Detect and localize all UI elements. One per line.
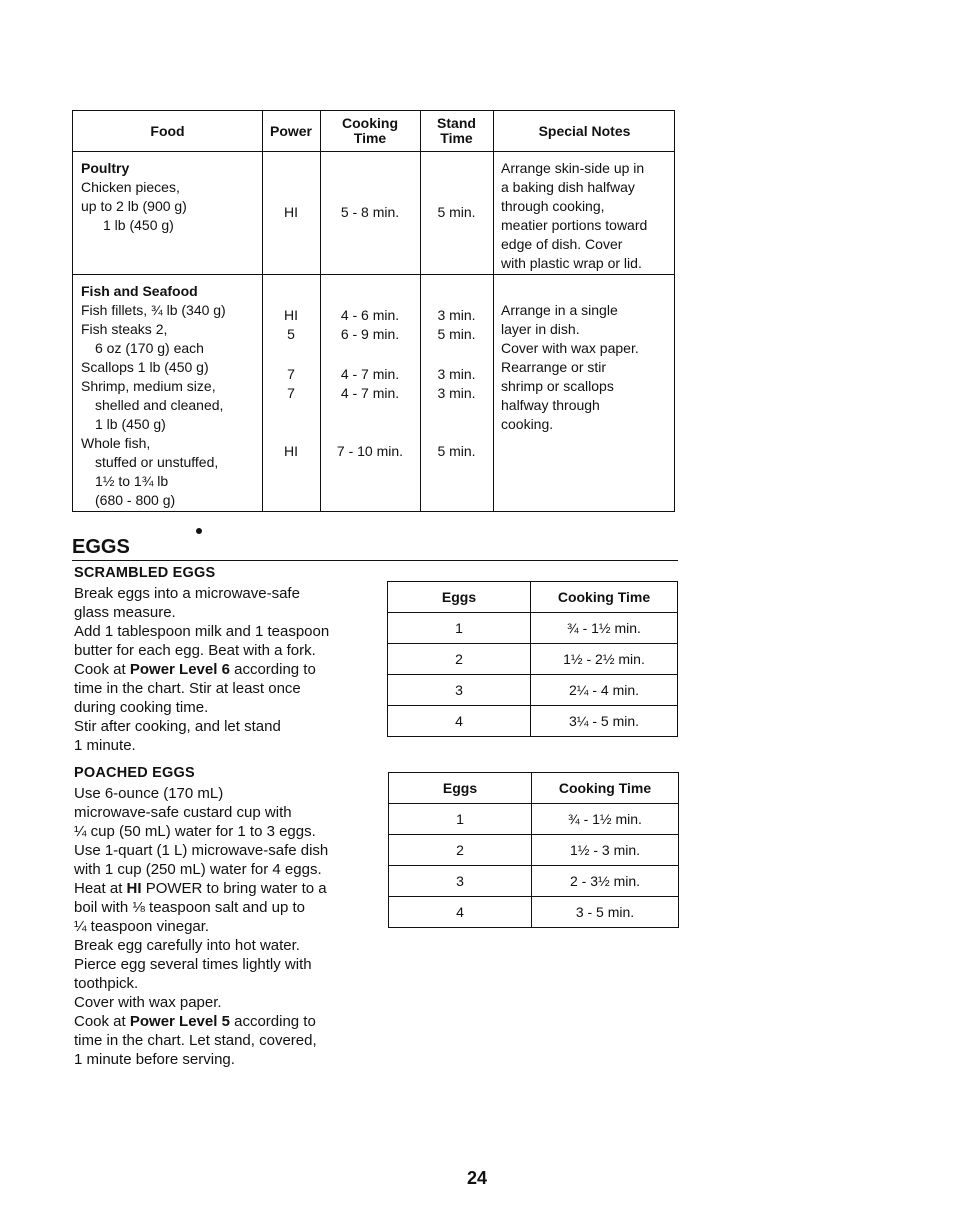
fish-stand-2: 5 min. (437, 326, 476, 342)
table-row: 1 ¾ - 1½ min. (389, 804, 679, 835)
poultry-stand-time: 5 min. (437, 204, 476, 220)
fish-power-3: 7 (287, 366, 295, 382)
scrambled-col-time: Cooking Time (531, 582, 678, 613)
header-food: Food (150, 122, 185, 139)
fish-cook-4: 4 - 7 min. (340, 385, 400, 401)
table-row: 3 2 - 3½ min. (389, 866, 679, 897)
poultry-power: HI (284, 204, 298, 220)
poultry-cooking-time: 5 - 8 min. (340, 204, 400, 220)
fish-stand-3: 3 min. (437, 366, 476, 382)
header-stand-time: Stand Time (437, 115, 476, 146)
table-row: 2 1½ - 3 min. (389, 835, 679, 866)
page-number: 24 (466, 1168, 488, 1188)
poached-col-eggs: Eggs (389, 773, 532, 804)
fish-power-4: 7 (287, 385, 295, 401)
table-row: 4 3 - 5 min. (389, 897, 679, 928)
poached-eggs-table (388, 772, 679, 928)
fish-cook-2: 6 - 9 min. (340, 326, 400, 342)
fish-stand-1: 3 min. (437, 307, 476, 323)
table-row: 2 1½ - 2½ min. (388, 644, 678, 675)
fish-cook-5: 7 - 10 min. (336, 443, 404, 459)
header-power: Power (269, 122, 312, 139)
fish-cook-3: 4 - 7 min. (340, 366, 400, 382)
fish-stand-5: 5 min. (437, 443, 476, 459)
fish-notes: Arrange in a single layer in dish. Cover with wax paper. Rearrange or stir shrimp or scallops halfway through cooking. (501, 302, 639, 432)
poultry-title: Poultry (81, 160, 130, 176)
poached-col-time: Cooking Time (532, 773, 679, 804)
fish-power-2: 5 (287, 326, 295, 342)
fish-power-5: HI (284, 443, 298, 459)
cooking-guide-table (72, 110, 675, 512)
table-row: 3 2¼ - 4 min. (388, 675, 678, 706)
poached-eggs-instructions: Use 6-ounce (170 mL) microwave-safe custard cup with ¼ cup (50 mL) water for 1 to 3 eggs. Use 1-quart (1 L) microwave-safe dish with 1 cup (250 mL) water for 4 eggs. Heat at HI POWER to bring water to a boil with ⅛ teaspoon salt and up to ¼ teaspoon vinegar. Break egg carefully into hot water. Pierce egg several times lightly with toothpick. Cover with wax paper. Cook at Power Level 5 according to time in the chart. Let stand, covered, 1 minute before serving. (74, 785, 329, 1068)
scrambled-eggs-heading: SCRAMBLED EGGS (74, 565, 216, 581)
scrambled-eggs-table (387, 581, 678, 737)
fish-power-1: HI (284, 307, 298, 323)
table-row: 1 ¾ - 1½ min. (388, 613, 678, 644)
fish-title: Fish and Seafood (81, 283, 198, 299)
scrambled-col-eggs: Eggs (388, 582, 531, 613)
fish-food: Fish and Seafood Fish fillets, ¾ lb (340 g) Fish steaks 2, 6 oz (170 g) each Scallops 1 lb (450 g) Shrimp, medium size, shelled and cleaned, 1 lb (450 g) Whole fish, stuffed or unstuffed, 1½ to 1¾ lb (680 - 800 g) (81, 283, 226, 508)
header-cooking-time: Cooking Time (342, 115, 398, 146)
scrambled-eggs-instructions: Break eggs into a microwave-safe glass measure. Add 1 tablespoon milk and 1 teaspoon butter for each egg. Beat with a fork. Cook at Power Level 6 according to time in the chart. Stir at least once during cooking time. Stir after cooking, and let stand 1 minute. (74, 585, 330, 754)
poultry-notes: Arrange skin-side up in a baking dish halfway through cooking, meatier portions toward edge of dish. Cover with plastic wrap or lid. (501, 160, 648, 271)
poultry-food: Poultry Chicken pieces, up to 2 lb (900 g) 1 lb (450 g) (81, 160, 187, 233)
section-title-eggs: EGGS (72, 536, 130, 558)
fish-cook-1: 4 - 6 min. (340, 307, 400, 323)
section-divider (72, 560, 678, 561)
bullet-dot (196, 528, 202, 534)
header-special-notes: Special Notes (538, 122, 631, 139)
fish-stand-4: 3 min. (437, 385, 476, 401)
table-row: 4 3¼ - 5 min. (388, 706, 678, 737)
poached-eggs-heading: POACHED EGGS (74, 765, 195, 781)
